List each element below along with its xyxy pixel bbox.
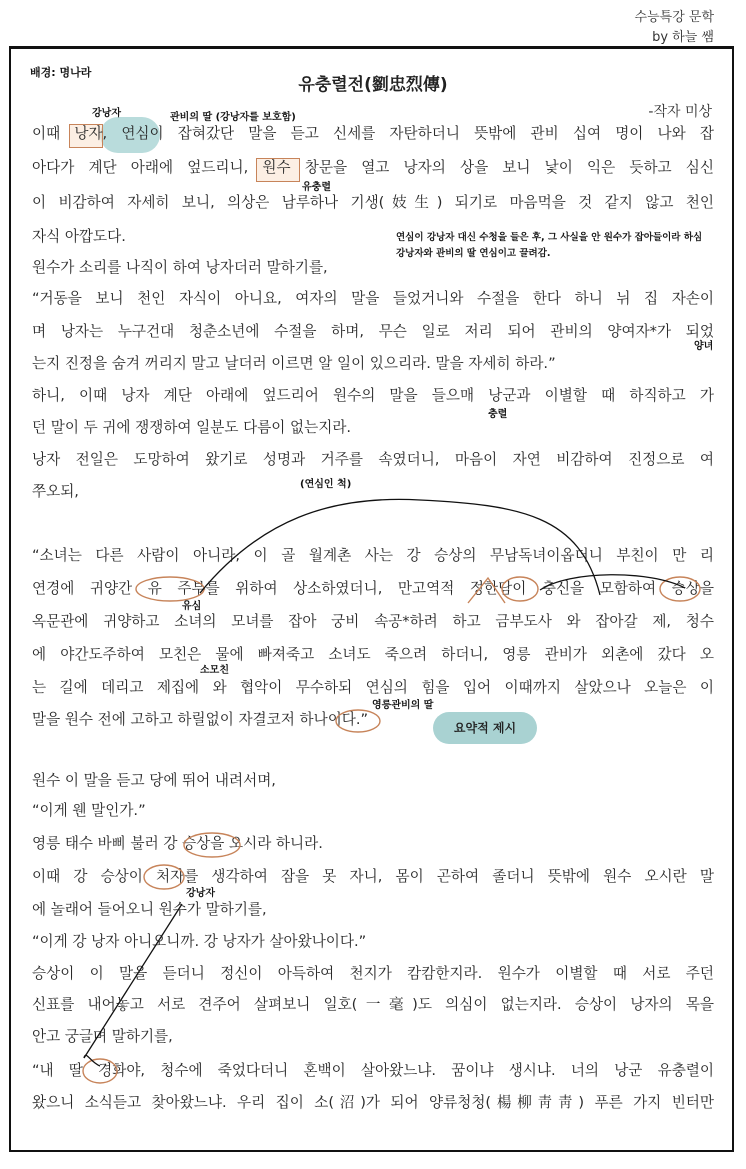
text-line: 왔으니 소식듣고 찾아왔느냐. 우리 집이 소(沼)가 되어 양류청청(楊柳靑靑) 푸른 가지 빈터만 (32, 1094, 714, 1111)
text-line: 아다가 계단 아래에 엎드리니, 원수 창문을 열고 낭자의 상을 보니 낯이 익은 듯하고 심신 (32, 159, 714, 176)
document-author: -작자 미상 (648, 104, 712, 120)
text-line: “이게 웬 말인가.” (32, 802, 146, 819)
text-line: 쭈오되, (32, 483, 79, 500)
text-line: “이게 강 낭자 아니오니까. 강 낭자가 살아왔나이다.” (32, 933, 367, 950)
annotation-somo: 소모친 (200, 665, 229, 676)
annotation-yeonsim-jeok: (연심인 척) (300, 479, 352, 490)
text-line: “소녀는 다른 사람이 아니라, 이 골 월계촌 사는 강 승상의 무남독녀이옵더니 부친이 만 리 (32, 547, 714, 564)
annotation-yangnyeo: 양녀 (694, 341, 714, 352)
text-line: 승상이 이 말을 듣더니 정신이 아득하여 천지가 캄캄한지라. 원수가 이별할 때 서로 주던 (32, 965, 714, 982)
annotation-background: 배경: 명나라 (30, 66, 92, 79)
circle-gang-seungsang (184, 833, 240, 857)
annotation-gangnangja: 강낭자 (92, 108, 121, 119)
line-cheoja-gyeonghwa (84, 904, 182, 1058)
text-line: 원수 이 말을 듣고 당에 뛰어 내려서며, (32, 772, 276, 789)
text-line: 는지 진정을 숨겨 꺼리지 말고 날더러 이르면 알 일이 있으리라. 말을 자세히 하라.” (32, 355, 556, 372)
text-line: 말을 원수 전에 고하고 하릴없이 자결코저 하나이다.” (32, 711, 369, 728)
text-line: 는 길에 데리고 제집에 와 협악이 무수하되 연심의 힘을 입어 이때까지 살았으나 오늘은 이 (32, 679, 714, 696)
text-line: “거동을 보니 천인 자식이 아니요, 여자의 말을 들었거니와 수절을 한다 하니 뉘 집 자손이 (32, 290, 714, 307)
text-line: 옥문관에 귀양하고 소녀의 모녀를 잡아 궁비 속공*하려 하고 금부도사 와 잡아갈 제, 청수 (32, 613, 714, 630)
circle-yu-jubu (136, 577, 204, 601)
circle-yeonsim (336, 710, 380, 732)
annotation-note-2: 강낭자와 관비의 딸 연심이고 끌려감. (396, 248, 551, 259)
text-line: 연경에 귀양간 유 주부를 위하여 상소하였더니, 만고역적 정한담이 충신을 모함하여 승상을 (32, 580, 714, 597)
text-line: 하니, 이때 낭자 계단 아래에 엎드리어 원수의 말을 들으매 낭군과 이별할 때 하직하고 가 (32, 387, 714, 404)
text-line: 며 낭자는 누구건대 청춘소년에 수절을 하며, 무슨 일로 저리 되어 관비의 양여자*가 되었 (32, 323, 714, 340)
annotation-note-1: 연심이 강낭자 대신 수청을 들은 후, 그 사실을 안 원수가 잡아들이라 하심 (396, 232, 703, 243)
text-line: 신표를 내어놓고 서로 견주어 살펴보니 일호(一毫)도 의심이 없는지라. 승상이 낭자의 목을 (32, 996, 714, 1013)
text-line: 영릉 태수 바삐 불러 강 승상을 오시라 하니라. (32, 835, 323, 852)
header-subject: 수능특강 문학 (634, 10, 714, 25)
text-line: 낭자 전일은 도망하여 왔기로 성명과 거주를 속였더니, 마음이 자연 비감하여 진정으로 여 (32, 451, 714, 468)
annotation-yuchungryeol: 유충렬 (302, 182, 331, 193)
text-line: 이때 강 승상이 처자를 생각하여 잠을 못 자니, 몸이 곤하여 졸더니 뜻밖에 원수 오시란 말 (32, 868, 714, 885)
text-line: 안고 궁글며 말하기를, (32, 1028, 173, 1045)
annotation-chungryeol: 충렬 (488, 409, 508, 420)
text-line: “내 딸 경화야, 청수에 죽었다더니 혼백이 살아왔느냐. 꿈이냐 생시냐. 너의 낭군 유충렬이 (32, 1062, 714, 1079)
text-line: 원수가 소리를 나직이 하여 낭자더러 말하기를, (32, 259, 328, 276)
text-line: 에 놀래어 들어오니 원수가 말하기를, (32, 901, 267, 918)
annotation-gangnangja-2: 강낭자 (186, 888, 215, 899)
annotation-gwanbi: 관비의 딸 (강낭자를 보호함) (170, 112, 296, 123)
summary-badge: 요약적 제시 (433, 712, 537, 744)
text-line: 에 야간도주하여 모친은 물에 빠져죽고 소녀도 죽으려 하더니, 영릉 관비가 외촌에 갔다 오 (32, 646, 714, 663)
annotation-yeongreung: 영릉관비의 딸 (372, 700, 434, 711)
circle-cheoja (144, 865, 184, 889)
header-author: by 하늘 쌤 (652, 30, 714, 45)
circle-gyeonghwa (83, 1059, 117, 1083)
arc-yu-to-chungsin (200, 499, 600, 595)
text-line: 이 비감하여 자세히 보니, 의상은 남루하나 기생(妓生) 되기로 마음먹을 것 같지 않고 천인 (32, 194, 714, 211)
annotation-yusim: 유심 (182, 601, 202, 612)
text-line: 던 말이 두 귀에 쟁쟁하여 일분도 다름이 없는지라. (32, 419, 352, 436)
text-line: 자식 아깝도다. (32, 228, 126, 245)
text-line: 이때 낭자, 연심이 잡혀갔단 말을 듣고 신세를 자탄하더니 뜻밖에 관비 십여 명이 나와 잡 (32, 125, 714, 142)
document-title: 유충렬전(劉忠烈傳) (298, 75, 448, 95)
triangle-jeonghandam (468, 578, 505, 603)
circle-chungsin (502, 577, 538, 601)
